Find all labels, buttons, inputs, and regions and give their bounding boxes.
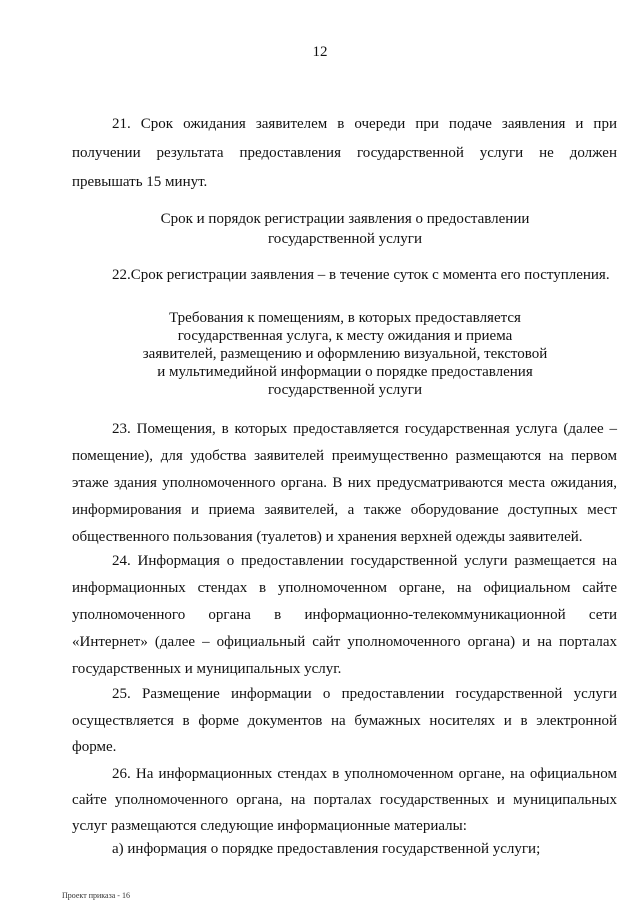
footer-note: Проект приказа - 16: [62, 891, 130, 900]
paragraph-25: 25. Размещение информации о предоставлении государственной услуги осуществляется в форме документов на бумажных носителях и в электронной форме.: [72, 686, 617, 755]
paragraph-22: 22.Срок регистрации заявления – в течение суток с момента его поступления.: [112, 267, 610, 283]
paragraph-23: 23. Помещения, в которых предоставляется государственная услуга (далее – помещение), для удобства заявителей преимущественно размещаются на первом этаже здания уполномоченного органа. В них предусматриваются места ожидания, информирования и приема заявителей, а также оборудование доступных мест общественного пользования (туалетов) и хранения верхней одежды заявителей.: [72, 421, 617, 545]
paragraph-26: 26. На информационных стендах в уполномоченном органе, на официальном сайте уполномоченного органа, на порталах государственных и муниципальных услуг размещаются следующие информационные материалы:: [72, 766, 617, 834]
list-item-a: а) информация о порядке предоставления государственной услуги;: [112, 841, 541, 857]
paragraph-21: 21. Срок ожидания заявителем в очереди при подаче заявления и при получении результата предоставления государственной услуги не должен превышать 15 минут.: [72, 116, 617, 190]
page-number: 12: [312, 44, 328, 60]
section-heading-premises: Требования к помещениям, в которых предоставляется государственная услуга, к месту ожидания и приема заявителей, размещению и оформлению визуальной, текстовой и мультимедийной информации о порядке предоставления государственной услуги: [142, 310, 548, 398]
paragraph-24: 24. Информация о предоставлении государственной услуги размещается на информационных стендах в уполномоченном органе, на официальном сайте уполномоченного органа в информационно-телекоммуникационной сети «Интернет» (далее – официальный сайт уполномоченного органа) и на порталах государственных и муниципальных услуг.: [72, 553, 617, 677]
section-heading-registration: Срок и порядок регистрации заявления о предоставлении государственной услуги: [160, 211, 530, 247]
